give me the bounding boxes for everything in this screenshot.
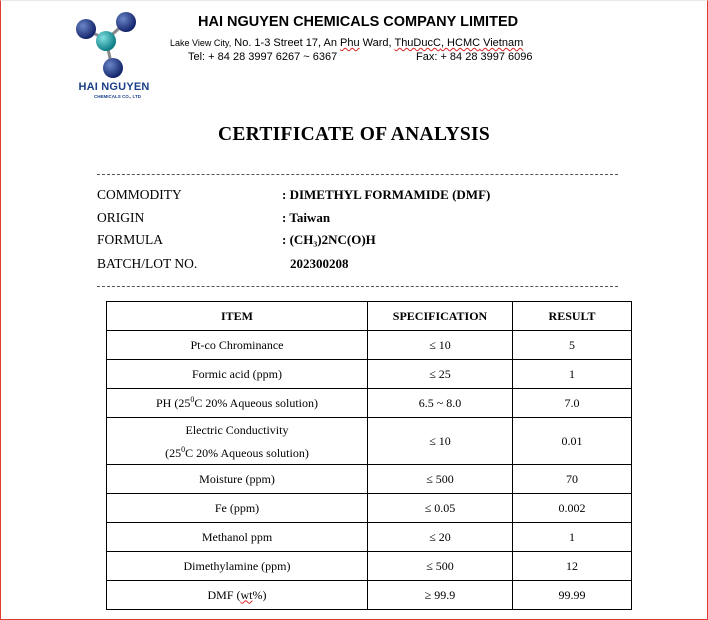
dashed-divider-bottom (97, 286, 618, 287)
row-specification: ≤ 500 (368, 552, 513, 581)
table-row (107, 389, 632, 418)
row-item-part: C 20% Aqueous solution) (185, 445, 309, 460)
row-specification: ≤ 25 (368, 360, 513, 389)
row-specification: 6.5 ~ 8.0 (368, 389, 513, 418)
info-label-formula: FORMULA (97, 232, 164, 247)
row-result: 0.01 (513, 418, 632, 465)
company-name: HAI NGUYEN CHEMICALS COMPANY LIMITED (198, 14, 519, 30)
address-ward-name: Phu (340, 37, 360, 49)
table-header-row (107, 302, 632, 331)
info-value-batch: 202300208 (290, 256, 349, 271)
info-label-commodity: COMMODITY (97, 187, 182, 202)
info-label-batch: BATCH/LOT NO. (97, 256, 198, 271)
company-telephone: Tel: + 84 28 3997 6267 ~ 6367 (188, 51, 338, 63)
row-result: 99.99 (513, 581, 632, 610)
row-specification: ≤ 500 (368, 465, 513, 494)
info-value-origin: : Taiwan (282, 210, 331, 225)
address-ward: Ward, (359, 37, 395, 49)
address-prefix: Lake View City, (170, 38, 232, 48)
row-item-line1: Electric Conductivity (185, 422, 289, 437)
row-item-part: (25 (165, 445, 182, 460)
table-row (107, 552, 632, 581)
row-item-part: C 20% Aqueous solution) (194, 396, 318, 410)
logo-subtext: CHEMICALS CO., LTD (94, 94, 141, 99)
company-address (170, 37, 523, 49)
document-title: CERTIFICATE OF ANALYSIS (217, 124, 491, 145)
info-value-formula: : (CH₃)2NC(O)H (282, 232, 376, 247)
row-result: 5 (513, 331, 632, 360)
row-item-part: %) (252, 587, 267, 602)
row-item-superscript: 0 (181, 444, 186, 454)
row-result: 0.002 (513, 494, 632, 523)
header-item: ITEM (107, 302, 368, 331)
header-result: RESULT (513, 302, 632, 331)
table-row (107, 360, 632, 389)
header-specification: SPECIFICATION (368, 302, 513, 331)
row-item (107, 581, 368, 610)
row-result: 7.0 (513, 389, 632, 418)
row-result: 12 (513, 552, 632, 581)
logo-text: HAI NGUYEN (78, 81, 150, 93)
row-specification: ≤ 0.05 (368, 494, 513, 523)
address-district: ThuDucC (394, 37, 441, 49)
address-country: Vietnam (480, 37, 524, 49)
row-item: Moisture (ppm) (107, 465, 368, 494)
analysis-table (106, 301, 632, 610)
table-row (107, 465, 632, 494)
address-city: , HCMC (440, 37, 481, 49)
row-item: Dimethylamine (ppm) (107, 552, 368, 581)
row-item-part: wt (240, 587, 253, 602)
row-item: Pt-co Chrominance (107, 331, 368, 360)
row-item (107, 418, 368, 465)
company-fax: Fax: + 84 28 3997 6096 (416, 51, 533, 63)
table-row (107, 581, 632, 610)
row-item: Formic acid (ppm) (107, 360, 368, 389)
row-result: 1 (513, 360, 632, 389)
row-item (107, 389, 368, 418)
row-result: 70 (513, 465, 632, 494)
address-main: No. 1-3 Street 17, An (231, 37, 341, 49)
row-item-part: DMF ( (207, 587, 241, 602)
table-row (107, 331, 632, 360)
table-row (107, 494, 632, 523)
row-result: 1 (513, 523, 632, 552)
dashed-divider-top (97, 174, 618, 175)
row-specification: ≤ 20 (368, 523, 513, 552)
row-specification: ≤ 10 (368, 418, 513, 465)
table-row (107, 418, 632, 465)
row-item: Methanol ppm (107, 523, 368, 552)
info-value-commodity: : DIMETHYL FORMAMIDE (DMF) (282, 187, 491, 202)
row-specification: ≥ 99.9 (368, 581, 513, 610)
row-item-part: PH (25 (155, 396, 191, 410)
row-item-superscript: 0 (190, 395, 195, 404)
row-item: Fe (ppm) (107, 494, 368, 523)
row-specification: ≤ 10 (368, 331, 513, 360)
info-label-origin: ORIGIN (97, 210, 145, 225)
table-row (107, 523, 632, 552)
